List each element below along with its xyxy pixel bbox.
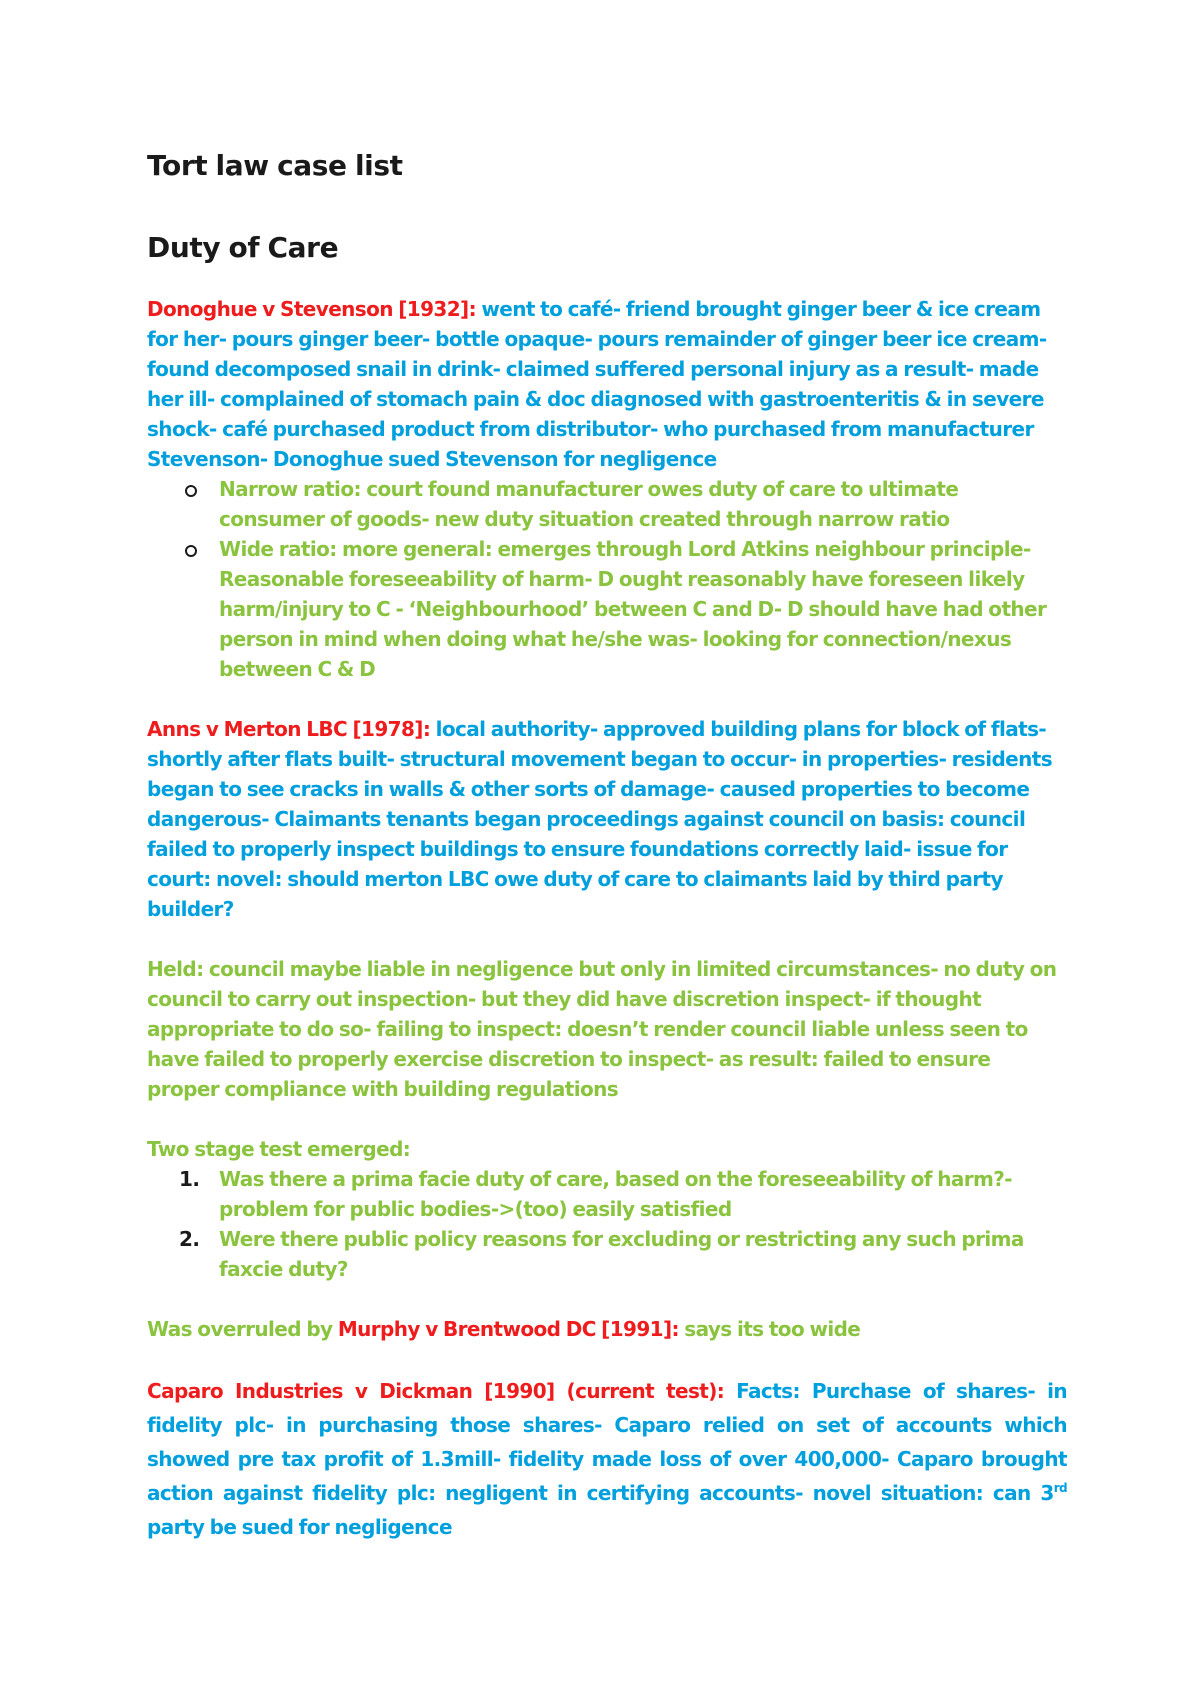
list-item xyxy=(147,1164,1067,1224)
list-item xyxy=(147,1224,1067,1284)
list-number: 1. xyxy=(179,1167,200,1191)
list-number: 2. xyxy=(179,1227,200,1251)
donoghue-facts: went to café- friend brought ginger beer & ice cream for her- pours ginger beer- bottle opaque- pours remainder of ginger beer ice cream- found decomposed snail in drink- claimed suffered personal injury as a result- made her ill- complained of stomach pain & doc diagnosed with gastroenteritis & in severe shock- café purchased product from distributor- who purchased from manufacturer Stevenson- Donoghue sued Stevenson for negligence xyxy=(147,297,1047,471)
caparo-facts-end: party be sued for negligence xyxy=(147,1515,452,1539)
case-name-anns: Anns v Merton LBC [1978]: xyxy=(147,717,431,741)
wide-ratio-text: Wide ratio: more general: emerges through Lord Atkins neighbour principle- Reasonable foreseeability of harm- D ought reasonably have foreseen likely harm/injury to C - ‘Neighbourhood’ between C and D- D should have had other person in mind when doing what he/she was- looking for connection/nexus between C & D xyxy=(219,537,1047,681)
anns-facts: local authority- approved building plans for block of flats- shortly after flats built- structural movement began to occur- in properties- residents began to see cracks in walls & other sorts of damage- caused properties to become dangerous- Claimants tenants began proceedings against council on basis: council failed to properly inspect buildings to ensure foundations correctly laid- issue for court: novel: should merton LBC owe duty of care to claimants laid by third party builder? xyxy=(147,717,1053,921)
anns-paragraph xyxy=(147,714,1067,924)
list-item xyxy=(147,474,1067,534)
ordinal-superscript: rd xyxy=(1053,1481,1067,1495)
case-name-donoghue: Donoghue v Stevenson [1932]: xyxy=(147,297,476,321)
step-text: Were there public policy reasons for excluding or restricting any such prima faxcie duty? xyxy=(219,1227,1024,1281)
list-item xyxy=(147,534,1067,684)
section-heading: Duty of Care xyxy=(147,231,339,264)
document-body xyxy=(147,148,1067,1544)
anns-held-paragraph: Held: council maybe liable in negligence but only in limited circumstances- no duty on council to carry out inspection- but they did have discretion inspect- if thought appropriate to do so- failing to inspect: doesn’t render council liable unless seen to have failed to properly exercise discretion to inspect- as result: failed to ensure proper compliance with building regulations xyxy=(147,957,1057,1101)
overruled-suffix: says its too wide xyxy=(678,1317,861,1341)
step-text: Was there a prima facie duty of care, based on the foreseeability of harm?- problem for public bodies->(too) easily satisfied xyxy=(219,1167,1012,1221)
case-name-caparo: Caparo Industries v Dickman [1990] (current test): xyxy=(147,1379,725,1403)
case-name-murphy: Murphy v Brentwood DC [1991]: xyxy=(337,1317,679,1341)
document-title: Tort law case list xyxy=(147,149,403,182)
donoghue-ratio-list xyxy=(147,474,1067,684)
narrow-ratio-text: Narrow ratio: court found manufacturer owes duty of care to ultimate consumer of goods- new duty situation created through narrow ratio xyxy=(219,477,959,531)
donoghue-paragraph xyxy=(147,294,1067,474)
two-stage-intro: Two stage test emerged: xyxy=(147,1137,411,1161)
two-stage-test-list xyxy=(147,1164,1067,1284)
circle-bullet-icon xyxy=(185,485,197,497)
overruled-paragraph xyxy=(147,1314,1067,1344)
caparo-paragraph xyxy=(147,1374,1067,1544)
caparo-facts: Facts: Purchase of shares- in fidelity plc- in purchasing those shares- Caparo relied on set of accounts which showed pre tax profit of 1.3mill- fidelity made loss of over 400,000- Caparo brought action against fidelity plc: negligent in certifying accounts- novel situation: can 3 xyxy=(147,1379,1067,1505)
overruled-prefix: Was overruled by xyxy=(147,1317,338,1341)
circle-bullet-icon xyxy=(185,545,197,557)
